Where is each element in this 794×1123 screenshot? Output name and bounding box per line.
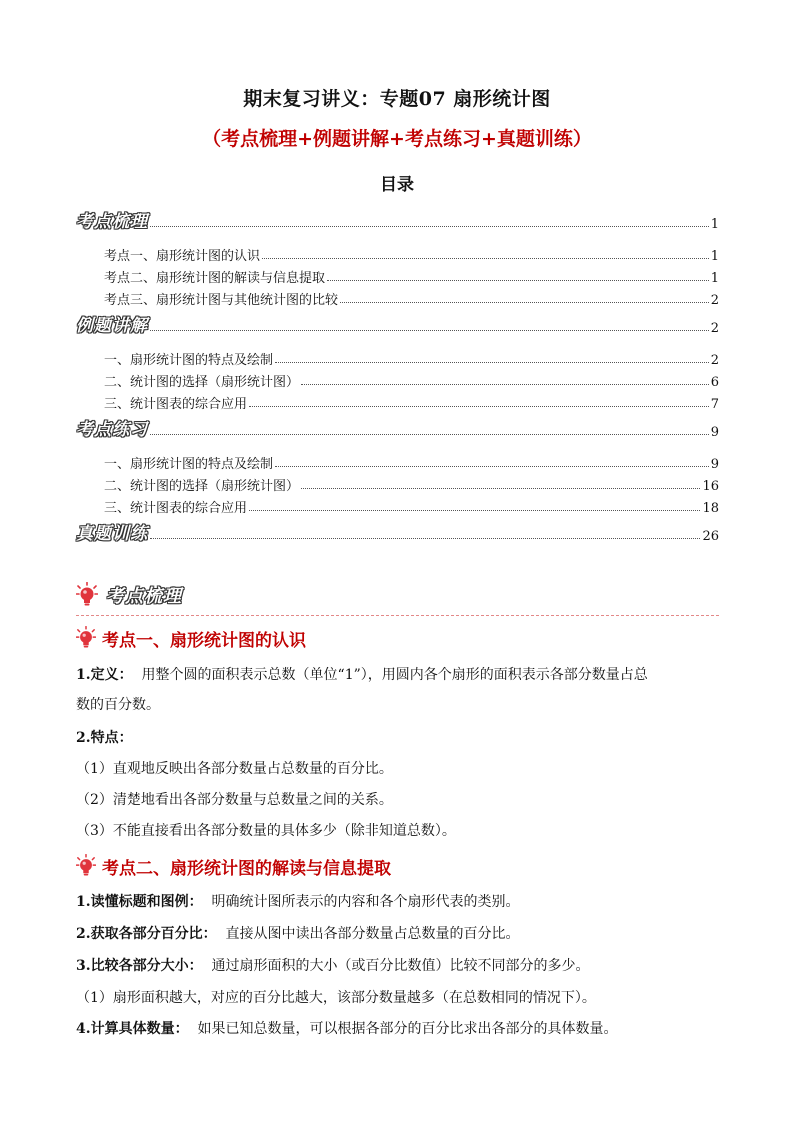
kp1-feature-1: （1）直观地反映出各部分数量占总数量的百分比。 <box>76 761 393 777</box>
section-divider <box>76 615 719 616</box>
toc-leader <box>150 538 700 539</box>
toc-leader <box>249 406 709 407</box>
item-text: 明确统计图所表示的内容和各个扇形代表的类别。 <box>211 894 520 910</box>
toc-entry[interactable] <box>76 448 719 472</box>
toc-entry[interactable] <box>76 240 719 264</box>
kp2-item-2 <box>76 919 719 949</box>
toc-page-number: 9 <box>710 457 719 472</box>
toc-page-number: 1 <box>710 217 719 232</box>
lightbulb-icon <box>76 854 96 878</box>
definition-text: 用整个圆的面积表示总数（单位“1”），用圆内各个扇形的面积表示各部分数量占总 <box>141 667 648 683</box>
toc-leader <box>262 258 709 259</box>
toc-entry-label: 二、统计图的选择（扇形统计图） <box>104 479 300 494</box>
toc-page-number: 26 <box>702 529 719 544</box>
toc-entry-label: 二、统计图的选择（扇形统计图） <box>104 375 300 390</box>
toc-entry[interactable] <box>76 492 719 516</box>
toc-entry-label: 例题讲解 <box>76 316 148 336</box>
kp1-feature-2: （2）清楚地看出各部分数量与总数量之间的关系。 <box>76 792 393 808</box>
toc-leader <box>249 510 700 511</box>
item-label: 1.读懂标题和图例： <box>76 894 203 910</box>
toc-leader <box>275 362 709 363</box>
kp2-item-3-sub: （1）扇形面积越大，对应的百分比越大，该部分数量越多（在总数相同的情况下）。 <box>76 990 596 1006</box>
toc-entry[interactable] <box>76 470 719 494</box>
toc-leader <box>150 330 709 331</box>
toc-entry[interactable] <box>76 366 719 390</box>
toc-page-number: 1 <box>710 271 719 286</box>
item-label: 4.计算具体数量： <box>76 1021 189 1037</box>
toc-page-number: 2 <box>710 353 719 368</box>
toc-page-number: 1 <box>710 249 719 264</box>
item-text: 如果已知总数量，可以根据各部分的百分比求出各部分的具体数量。 <box>197 1021 618 1037</box>
item-text: 直接从图中读出各部分数量占总数量的百分比。 <box>225 926 520 942</box>
toc-leader <box>301 488 700 489</box>
toc-page-number: 2 <box>710 293 719 308</box>
toc-page-number: 2 <box>710 321 719 336</box>
toc-entry[interactable] <box>76 284 719 308</box>
toc-entry[interactable] <box>76 312 719 336</box>
kp2-heading-text: 考点二、扇形统计图的解读与信息提取 <box>102 858 391 879</box>
kp2-item-1 <box>76 887 719 917</box>
toc-entry-label: 一、扇形统计图的特点及绘制 <box>104 353 274 368</box>
kp2-item-4 <box>76 1014 719 1044</box>
toc-leader <box>301 384 709 385</box>
kp1-heading <box>76 625 306 651</box>
toc-page-number: 9 <box>710 425 719 440</box>
toc-entry[interactable] <box>76 416 719 440</box>
item-label: 2.获取各部分百分比： <box>76 926 217 942</box>
toc-entry[interactable] <box>76 208 719 232</box>
toc-leader <box>340 302 709 303</box>
toc-leader <box>275 466 709 467</box>
features-label: 2.特点： <box>76 730 133 746</box>
definition-label: 1.定义： <box>76 667 133 683</box>
toc-page-number: 6 <box>710 375 719 390</box>
page-title: 期末复习讲义：专题07 扇形统计图 <box>243 88 551 110</box>
section-banner-label: 考点梳理 <box>106 586 182 607</box>
toc-entry-label: 考点二、扇形统计图的解读与信息提取 <box>104 271 326 286</box>
lightbulb-icon <box>76 582 98 608</box>
toc-title: 目录 <box>380 175 414 195</box>
toc-leader <box>150 226 709 227</box>
toc-entry-label: 考点练习 <box>76 420 148 440</box>
toc-leader <box>150 434 709 435</box>
toc-leader <box>327 280 709 281</box>
kp2-heading <box>76 853 391 879</box>
toc-entry-label: 三、统计图表的综合应用 <box>104 501 248 516</box>
toc-page-number: 18 <box>702 501 719 516</box>
toc-entry[interactable] <box>76 388 719 412</box>
toc-entry-label: 一、扇形统计图的特点及绘制 <box>104 457 274 472</box>
page-subtitle: （考点梳理+例题讲解+考点练习+真题训练） <box>202 128 592 150</box>
kp2-item-3 <box>76 951 719 981</box>
item-text: 通过扇形面积的大小（或百分比数值）比较不同部分的多少。 <box>211 958 590 974</box>
toc-entry-label: 考点梳理 <box>76 212 148 232</box>
kp1-heading-text: 考点一、扇形统计图的认识 <box>102 630 306 651</box>
item-label: 3.比较各部分大小： <box>76 958 203 974</box>
toc-entry-label: 真题训练 <box>76 524 148 544</box>
toc-entry[interactable] <box>76 344 719 368</box>
section-banner <box>76 580 182 610</box>
kp1-features-label <box>76 723 719 753</box>
kp1-definition-cont: 数的百分数。 <box>76 697 160 713</box>
kp1-definition <box>76 660 719 690</box>
toc-entry[interactable] <box>76 262 719 286</box>
toc-page-number: 7 <box>710 397 719 412</box>
lightbulb-icon <box>76 626 96 650</box>
toc-entry-label: 考点三、扇形统计图与其他统计图的比较 <box>104 293 339 308</box>
toc-entry-label: 考点一、扇形统计图的认识 <box>104 249 261 264</box>
kp1-feature-3: （3）不能直接看出各部分数量的具体多少（除非知道总数）。 <box>76 823 456 839</box>
toc-page-number: 16 <box>702 479 719 494</box>
toc-entry-label: 三、统计图表的综合应用 <box>104 397 248 412</box>
toc-entry[interactable] <box>76 520 719 544</box>
